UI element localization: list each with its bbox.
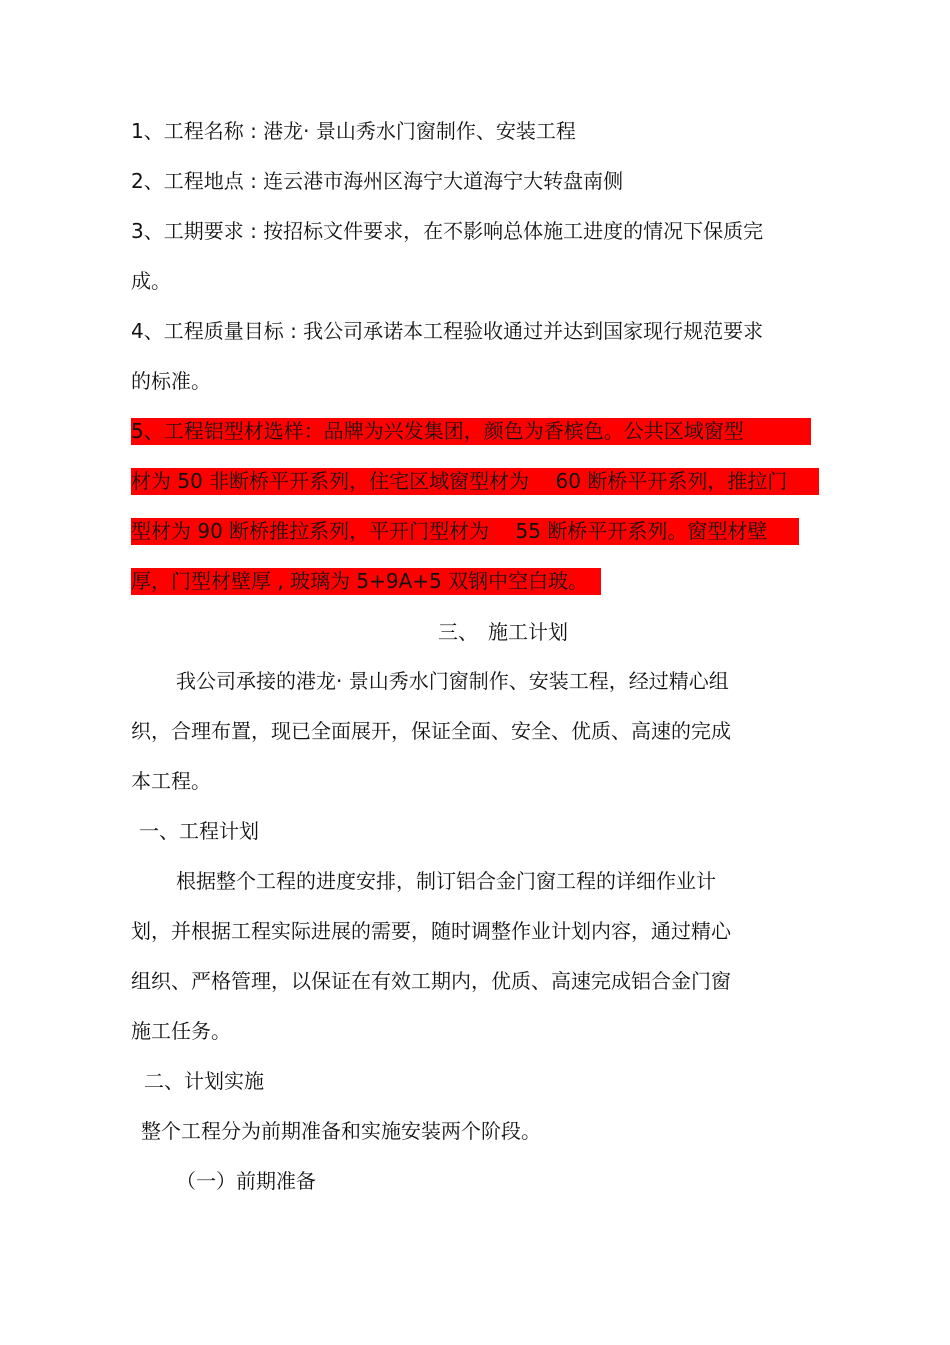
paragraph-line: 整个工程分为前期准备和实施安装两个阶段。 bbox=[141, 1119, 541, 1143]
highlight-line: 型材为 90 断桥推拉系列，平开门型材为 55 断桥平开系列。窗型材壁 bbox=[131, 519, 768, 543]
item-project-location: 2、工程地点 : 连云港市海州区海宁大道海宁大转盘南侧 bbox=[131, 169, 624, 193]
item-project-name: 1、工程名称 : 港龙· 景山秀水门窗制作、安装工程 bbox=[131, 119, 576, 143]
paragraph-line: 组织、严格管理，以保证在有效工期内，优质、高速完成铝合金门窗 bbox=[131, 969, 731, 993]
item-quality-line2: 的标准。 bbox=[131, 369, 211, 393]
section-heading: 三、 施工计划 bbox=[438, 620, 568, 644]
item-schedule-line1: 3、工期要求 : 按招标文件要求，在不影响总体施工进度的情况下保质完 bbox=[131, 219, 764, 243]
paragraph-line: 根据整个工程的进度安排，制订铝合金门窗工程的详细作业计 bbox=[176, 869, 716, 893]
highlight-line: 厚，门型材壁厚 , 玻璃为 5+9A+5 双钢中空白玻。 bbox=[131, 569, 589, 593]
subsection-heading: 二、计划实施 bbox=[144, 1069, 264, 1093]
subsection-heading: 一、工程计划 bbox=[139, 819, 259, 843]
paragraph-line: 划，并根据工程实际进展的需要，随时调整作业计划内容，通过精心 bbox=[131, 919, 731, 943]
highlight-line: 材为 50 非断桥平开系列，住宅区域窗型材为 60 断桥平开系列，推拉门 bbox=[131, 469, 788, 493]
item-quality-line1: 4、工程质量目标 : 我公司承诺本工程验收通过并达到国家现行规范要求 bbox=[131, 319, 764, 343]
highlight-line: 5、工程铝型材选样：品牌为兴发集团，颜色为香槟色。公共区域窗型 bbox=[131, 419, 744, 443]
intro-line: 织，合理布置，现已全面展开，保证全面、安全、优质、高速的完成 bbox=[131, 719, 731, 743]
intro-line: 我公司承接的港龙· 景山秀水门窗制作、安装工程，经过精心组 bbox=[176, 669, 729, 693]
intro-line: 本工程。 bbox=[131, 769, 211, 793]
item-schedule-line2: 成。 bbox=[131, 269, 171, 293]
sub-heading: （一）前期准备 bbox=[176, 1169, 316, 1193]
paragraph-line: 施工任务。 bbox=[131, 1019, 231, 1043]
